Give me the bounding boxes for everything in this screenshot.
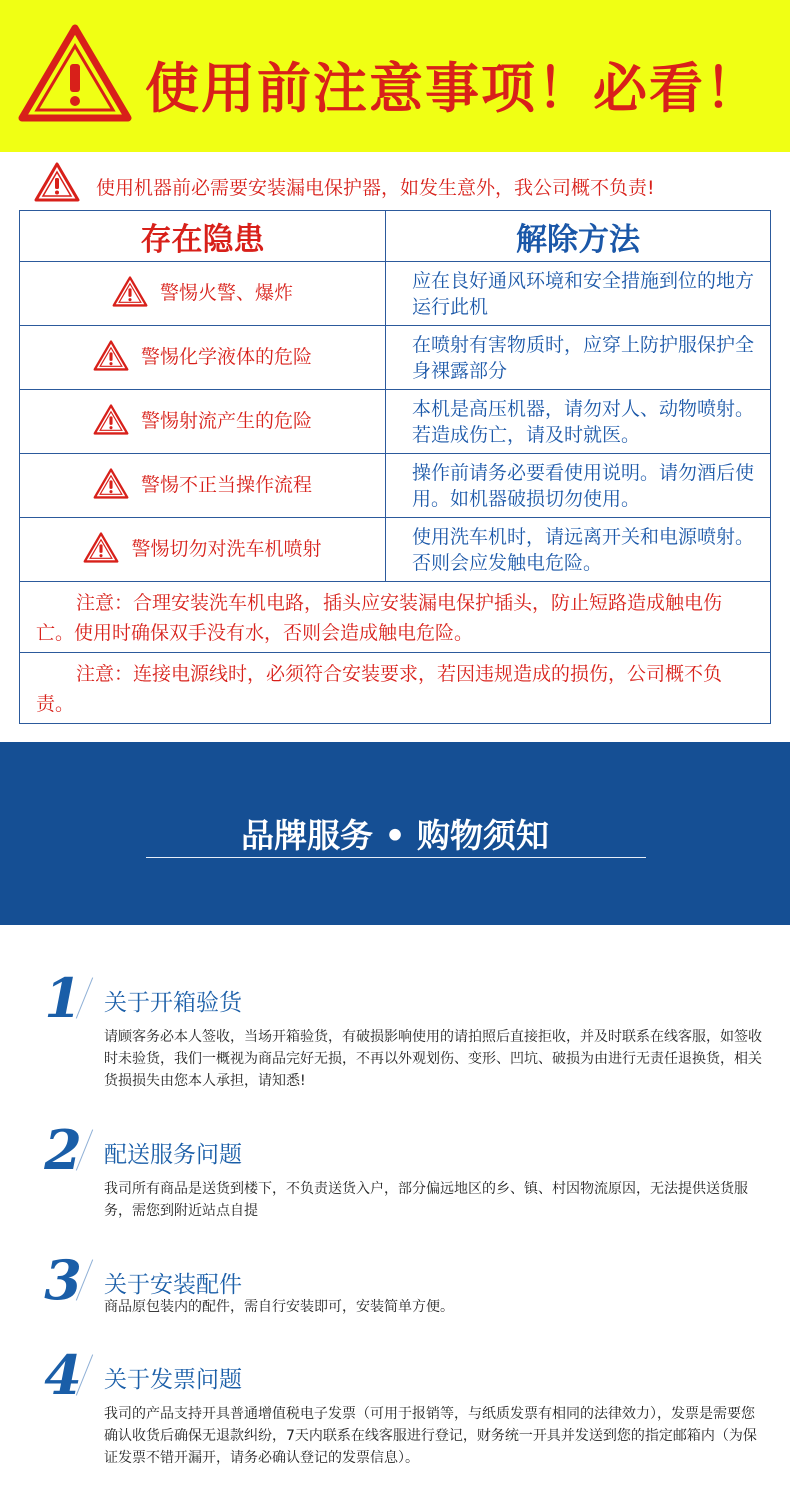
risk-cell <box>20 454 386 518</box>
section-number: 4 <box>44 1343 82 1407</box>
risk-text: 警惕射流产生的危险 <box>140 410 312 432</box>
risk-text: 警惕切勿对洗车机喷射 <box>131 538 322 560</box>
section-number: 1 <box>44 966 82 1030</box>
intro-text: 使用机器前必需要安装漏电保护器，如发生意外，我公司概不负责! <box>96 177 655 199</box>
method-text: 在喷射有害物质时，应穿上防护服保护全身裸露部分 <box>386 326 771 390</box>
section-title: 关于安装配件 <box>104 1272 242 1298</box>
warning-triangle-icon <box>83 532 119 563</box>
risk-cell <box>20 518 386 582</box>
section-body: 我司的产品支持开具普通增值税电子发票（可用于报销等，与纸质发票有相同的法律效力），发票是需要您确认收货后确保无退款纠纷，7天内联系在线客服进行登记，财务统一开具并发送到您的指定邮箱内（为保证发票不错开漏开，请务必确认登记的发票信息）。 <box>104 1406 757 1466</box>
hazard-row <box>20 326 771 390</box>
hazard-row <box>20 262 771 326</box>
service-title: 品牌服务 • 购物须知 <box>240 816 550 855</box>
hazard-table <box>19 210 771 724</box>
risk-text: 警惕不正当操作流程 <box>140 474 312 496</box>
risk-cell <box>20 390 386 454</box>
method-text: 本机是高压机器，请勿对人、动物喷射。若造成伤亡，请及时就医。 <box>386 390 771 454</box>
note-row <box>20 582 771 653</box>
section-title: 关于发票问题 <box>104 1367 242 1393</box>
title-underline <box>146 857 646 858</box>
method-text: 应在良好通风环境和安全措施到位的地方运行此机 <box>386 262 771 326</box>
section-title: 关于开箱验货 <box>104 990 242 1016</box>
risk-text: 警惕火警、爆炸 <box>159 282 293 304</box>
section-number: 3 <box>44 1248 82 1312</box>
risk-cell <box>20 326 386 390</box>
hazard-row <box>20 518 771 582</box>
header-risk: 存在隐患 <box>20 211 386 262</box>
service-banner <box>0 742 790 925</box>
method-text: 使用洗车机时，请远离开关和电源喷射。否则会应发触电危险。 <box>386 518 771 582</box>
header-method: 解除方法 <box>386 211 771 262</box>
banner-title: 使用前注意事项！必看！ <box>145 56 761 120</box>
hazard-row <box>20 454 771 518</box>
risk-cell <box>20 262 386 326</box>
risk-text: 警惕化学液体的危险 <box>140 346 312 368</box>
section-title: 配送服务问题 <box>104 1142 242 1168</box>
section-body: 请顾客务必本人签收，当场开箱验货，有破损影响使用的请拍照后直接拒收，并及时联系在线客服，如签收时未验货，我们一概视为商品完好无损，不再以外观划伤、变形、凹坑、破损为由进行无责任退换货，相关货损损失由您本人承担，请知悉! <box>104 1029 762 1089</box>
note-text: 注意：合理安装洗车机电路，插头应安装漏电保护插头，防止短路造成触电伤亡。使用时确保双手没有水，否则会造成触电危险。 <box>20 582 771 653</box>
warning-triangle-icon <box>112 276 148 307</box>
note-row <box>20 653 771 724</box>
warning-triangle-icon <box>93 340 129 371</box>
section-number: 2 <box>44 1118 82 1182</box>
note-text: 注意：连接电源线时，必须符合安装要求，若因违规造成的损伤，公司概不负责。 <box>20 653 771 724</box>
hazard-row <box>20 390 771 454</box>
warning-banner <box>0 0 790 152</box>
warning-triangle-icon <box>93 468 129 499</box>
hazard-table-header <box>20 211 771 262</box>
warning-triangle-icon <box>18 24 132 126</box>
section-body: 商品原包装内的配件，需自行安装即可，安装简单方便。 <box>104 1299 454 1315</box>
warning-triangle-icon <box>34 162 80 206</box>
intro-warning <box>34 160 774 210</box>
section-body: 我司所有商品是送货到楼下，不负责送货入户，部分偏远地区的乡、镇、村因物流原因，无法提供送货服务，需您到附近站点自提 <box>104 1181 748 1219</box>
method-text: 操作前请务必要看使用说明。请勿酒后使用。如机器破损切勿使用。 <box>386 454 771 518</box>
warning-triangle-icon <box>93 404 129 435</box>
